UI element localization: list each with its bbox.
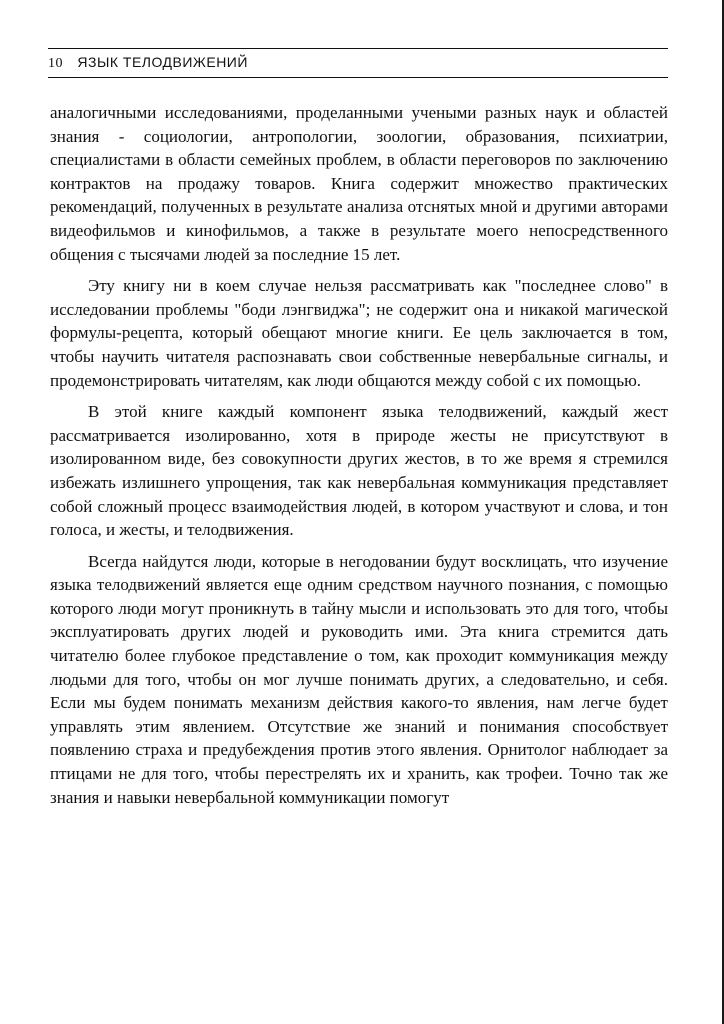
paragraph-1: аналогичными исследованиями, проделанными учеными разных наук и областей знания - социологии, антропологии, зоологии, образования, психиатрии, специалистами в области семейных проблем, в области переговоров по заключению контрактов на продажу товаров. Книга содержит множество практических рекомендаций, полученных в результате анализа отснятых мной и другими авторами видеофильмов и кинофильмов, а также в результате моего непосредственного общения с тысячами людей за последние 15 лет. xyxy=(50,103,668,264)
body-text xyxy=(50,101,668,817)
header-rule-bottom xyxy=(48,77,668,78)
page-number: 10 xyxy=(48,56,63,71)
paragraph-4: Всегда найдутся люди, которые в негодовании будут восклицать, что изучение языка телодвижений является еще одним средством научного познания, с помощью которого люди могут проникнуть в тайну мысли и использовать это для того, чтобы эксплуатировать других людей и руководить ими. Эта книга стремится дать читателю более глубокое представление о том, как проходит коммуникация между людьми для того, чтобы он мог лучше понимать других, а следовательно, и себя. Если мы будем понимать механизм действия какого-то явления, нам легче будет управлять этим явлением. Отсутствие же знаний и понимания способствует появлению страха и предубеждения против этого явления. Орнитолог наблюдает за птицами не для того, чтобы перестрелять их и хранить, как трофеи. Точно так же знания и навыки невербальной коммуникации помогут xyxy=(50,551,668,807)
paragraph-3: В этой книге каждый компонент языка телодвижений, каждый жест рассматривается изолированно, хотя в природе жесты не присутствуют в изолированном виде, без совокупности других жестов, в то же время я стремился избежать излишнего упрощения, так как невербальная коммуникация представляет собой сложный процесс взаимодействия людей, в котором участвуют и слова, и тон голоса, и жесты, и телодвижения. xyxy=(50,402,668,540)
running-title: ЯЗЫК ТЕЛОДВИЖЕНИЙ xyxy=(77,54,248,70)
running-head xyxy=(48,49,668,75)
paragraph-2: Эту книгу ни в коем случае нельзя рассматривать как "последнее слово" в исследовании проблемы "боди лэнгвиджа"; не содержит она и никакой магической формулы-рецепта, который обещают многие книги. Ее цель заключается в том, чтобы научить читателя распознавать свои собственные невербальные сигналы, и продемонстрировать читателям, как люди общаются между собой с их помощью. xyxy=(50,276,668,390)
